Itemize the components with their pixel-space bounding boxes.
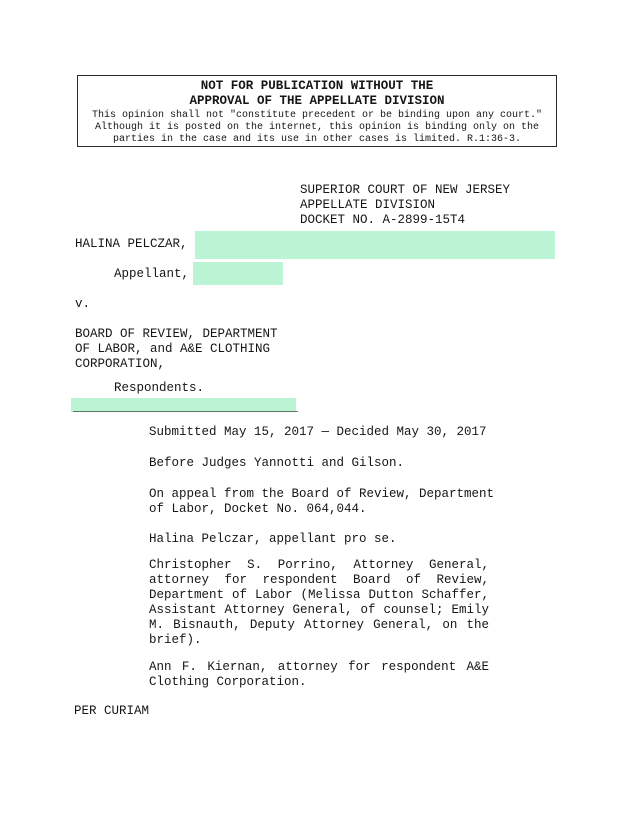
ag-counsel-line: brief). [149,633,202,647]
docket-number: DOCKET NO. A-2899-15T4 [300,213,466,227]
corp-counsel-line: Ann F. Kiernan, attorney for respondent A&E [149,660,489,674]
publication-notice-title [78,76,556,109]
ag-counsel-line: M. Bisnauth, Deputy Attorney General, on the [149,618,489,632]
respondent-name-line: CORPORATION, [75,357,166,371]
ag-counsel-line: Assistant Attorney General, of counsel; Emily [149,603,489,617]
publication-notice-text-line: Although it is posted on the internet, this opinion is binding only on the [94,122,540,133]
appeal-source-paragraph [149,487,495,517]
pro-se-line: Halina Pelczar, appellant pro se. [149,532,397,546]
publication-notice-title-line: APPROVAL OF THE APPELLATE DIVISION [189,94,445,108]
respondent-name-block [75,327,278,372]
respondent-name-line: BOARD OF REVIEW, DEPARTMENT [75,327,278,341]
caption-rule: ______________________________ [73,400,299,414]
judges-line: Before Judges Yannotti and Gilson. [149,456,405,470]
publication-notice-text [78,110,556,146]
publication-notice-box [77,75,557,147]
court-block [300,183,510,228]
appellant-name: HALINA PELCZAR, [75,237,188,251]
publication-notice-title-line: NOT FOR PUBLICATION WITHOUT THE [200,79,434,93]
ag-counsel-line: attorney for respondent Board of Review, [149,573,489,587]
publication-notice-text-line: parties in the case and its use in other cases is limited. R.1:36-3. [112,134,522,145]
court-name: SUPERIOR COURT OF NEW JERSEY [300,183,511,197]
corp-counsel-paragraph [149,660,489,690]
corp-counsel-line: Clothing Corporation. [149,675,307,689]
appeal-source-line: On appeal from the Board of Review, Department [149,487,495,501]
ag-counsel-line: Department of Labor (Melissa Dutton Schaffer, [149,588,489,602]
redaction-highlight [195,231,555,259]
versus: v. [75,297,91,311]
per-curiam: PER CURIAM [74,704,150,718]
redaction-highlight [193,262,283,285]
ag-counsel-line: Christopher S. Porrino, Attorney General, [149,558,489,572]
ag-counsel-paragraph [149,558,489,648]
appeal-source-line: of Labor, Docket No. 064,044. [149,502,367,516]
respondent-role: Respondents. [114,381,205,395]
appellant-role: Appellant, [114,267,190,281]
respondent-name-line: OF LABOR, and A&E CLOTHING [75,342,271,356]
court-division: APPELLATE DIVISION [300,198,436,212]
publication-notice-text-line: This opinion shall not "constitute precedent or be binding upon any court." [91,110,543,121]
submitted-decided-line: Submitted May 15, 2017 — Decided May 30, 2017 [149,425,487,439]
